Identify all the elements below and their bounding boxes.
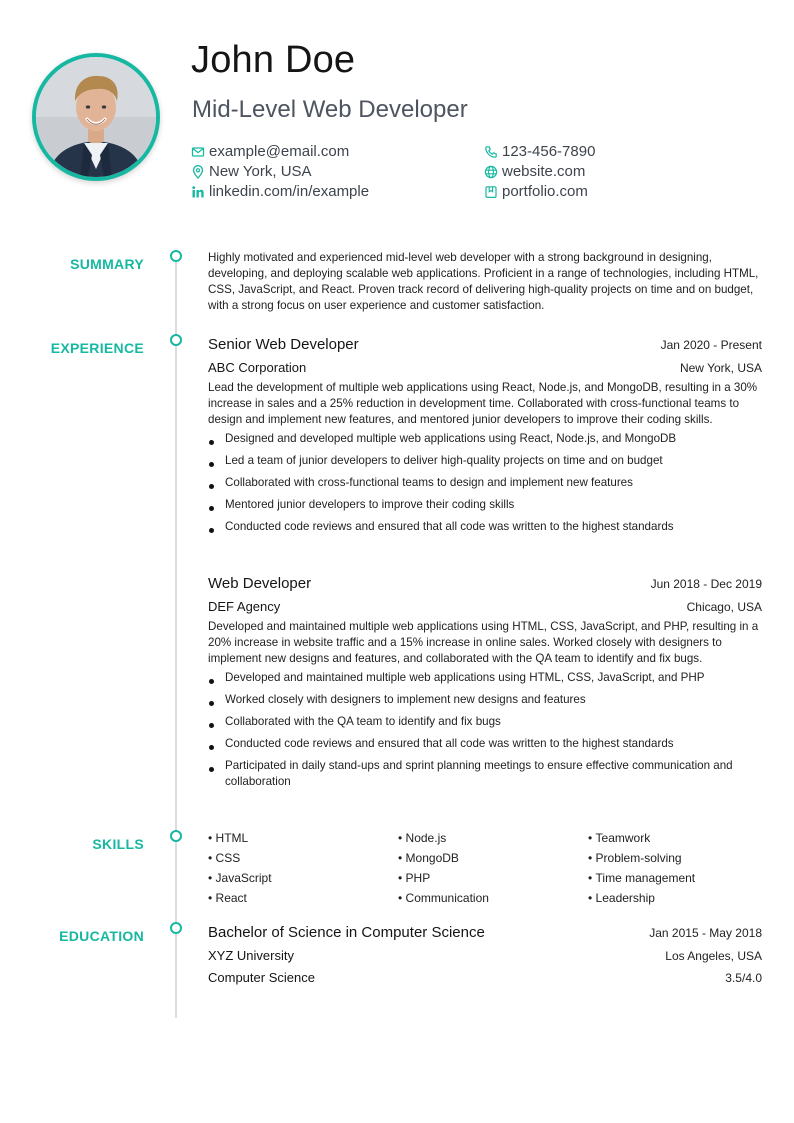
job-location: Chicago, USA (686, 600, 762, 614)
job-bullets (208, 431, 762, 535)
job-description: Developed and maintained multiple web applications using HTML, CSS, JavaScript, and PHP, resulting in a 20% increase in website traffic and a 15% increase in online sales. Worked closely with designers to implement new designs and features, and collaborated with the QA team to identify and fix bugs. (208, 620, 759, 665)
contact-email-text: example@email.com (209, 143, 350, 160)
skill-item: • Problem-solving (588, 850, 762, 866)
contact-phone-text: 123-456-7890 (502, 143, 596, 160)
school-name: XYZ University (208, 948, 294, 963)
skill-item: • Node.js (398, 830, 588, 846)
skill-item: • HTML (208, 830, 398, 846)
education-dates: Jan 2015 - May 2018 (649, 926, 762, 940)
job-title: Web Developer (208, 575, 312, 592)
skill-item: • CSS (208, 850, 398, 866)
contact-website-text: website.com (502, 163, 586, 180)
skill-item: • Leadership (588, 890, 762, 906)
contact-linkedin[interactable] (191, 182, 369, 202)
job-bullet: Collaborated with cross-functional teams to design and implement new features (208, 475, 762, 491)
skill-item: • JavaScript (208, 870, 398, 886)
phone-icon (484, 145, 498, 159)
skills-section (208, 830, 762, 906)
bookmark-icon (484, 185, 498, 199)
candidate-role: Mid-Level Web Developer (192, 96, 468, 123)
job-bullet: Worked closely with designers to implement new designs and features (208, 692, 762, 708)
summary-section (208, 250, 762, 314)
summary-text: Highly motivated and experienced mid-level web developer with a strong background in designing, developing, and deploying scalable web applications. Proficient in a range of technologies, including HTML, CSS, JavaScript, and React. Proven track record of delivering high-quality projects on time and on budget, with a strong focus on user experience and customer satisfaction. (208, 251, 759, 312)
job-title: Senior Web Developer (208, 336, 359, 353)
job-bullet: Led a team of junior developers to deliver high-quality projects on time and on budget (208, 453, 762, 469)
skill-item: • React (208, 890, 398, 906)
job-bullet: Developed and maintained multiple web applications using HTML, CSS, JavaScript, and PHP (208, 670, 762, 686)
job-dates: Jun 2018 - Dec 2019 (650, 577, 762, 591)
school-location: Los Angeles, USA (665, 949, 762, 963)
company-name: DEF Agency (208, 599, 281, 614)
profile-photo (32, 53, 160, 181)
timeline-dot-summary (170, 250, 182, 262)
skills-grid (208, 830, 762, 906)
degree-title: Bachelor of Science in Computer Science (208, 924, 485, 941)
skill-item: • Communication (398, 890, 588, 906)
map-pin-icon (191, 165, 205, 179)
skill-item: • Teamwork (588, 830, 762, 846)
skill-item: • Time management (588, 870, 762, 886)
timeline-dot-experience (170, 334, 182, 346)
job-bullet: Mentored junior developers to improve their coding skills (208, 497, 762, 513)
section-title-summary: SUMMARY (70, 256, 144, 272)
job-bullets (208, 670, 762, 790)
contact-location (191, 162, 312, 182)
candidate-name: John Doe (191, 39, 356, 81)
timeline-dot-education (170, 922, 182, 934)
job-bullet: Collaborated with the QA team to identify and fix bugs (208, 714, 762, 730)
contact-website[interactable] (484, 162, 585, 182)
gpa: 3.5/4.0 (725, 971, 762, 985)
contact-linkedin-text: linkedin.com/in/example (209, 183, 370, 200)
section-title-skills: SKILLS (92, 836, 144, 852)
skill-item: • PHP (398, 870, 588, 886)
contact-phone[interactable] (484, 142, 595, 162)
section-title-education: EDUCATION (59, 928, 144, 944)
profile-photo-illustration (36, 57, 156, 177)
skill-item: • MongoDB (398, 850, 588, 866)
job-location: New York, USA (679, 361, 762, 375)
job-dates: Jan 2020 - Present (660, 338, 762, 352)
timeline-line (175, 262, 177, 1018)
contact-portfolio[interactable] (484, 182, 588, 202)
mail-icon (191, 145, 205, 159)
experience-item (208, 574, 762, 796)
timeline-dot-skills (170, 830, 182, 842)
company-name: ABC Corporation (208, 360, 307, 375)
section-title-experience: EXPERIENCE (50, 340, 144, 356)
job-bullet: Designed and developed multiple web applications using React, Node.js, and MongoDB (208, 431, 762, 447)
contact-email[interactable] (191, 142, 349, 162)
field-of-study: Computer Science (208, 970, 315, 985)
job-description: Lead the development of multiple web applications using React, Node.js, and MongoDB, resulting in a 30% increase in sales and a 25% reduction in development time. Collaborated with cross-functional teams to design and implement new features, and mentored junior developers to improve their coding skills. (208, 381, 758, 426)
contact-location-text: New York, USA (209, 163, 312, 180)
globe-icon (484, 165, 498, 179)
contact-portfolio-text: portfolio.com (502, 183, 588, 200)
linkedin-icon (191, 185, 205, 199)
job-bullet: Participated in daily stand-ups and sprint planning meetings to ensure effective communication and collaboration (208, 758, 762, 790)
education-section (208, 923, 762, 987)
experience-item (208, 335, 762, 541)
job-bullet: Conducted code reviews and ensured that all code was written to the highest standards (208, 736, 762, 752)
job-bullet: Conducted code reviews and ensured that all code was written to the highest standards (208, 519, 762, 535)
